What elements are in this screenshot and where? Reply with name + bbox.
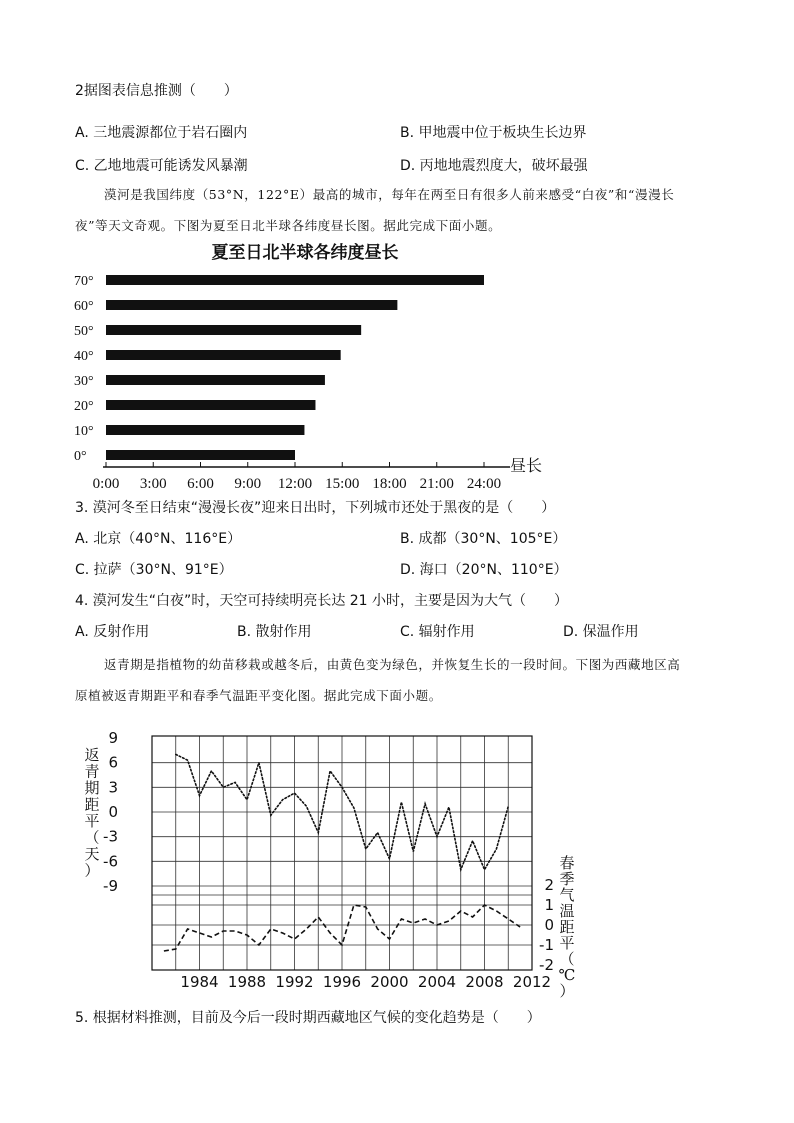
- bar-chart-category-label: 30°: [74, 374, 94, 389]
- daylength-bar: [106, 450, 295, 460]
- q2-option-a: A. 三地震源都位于岩石圈内: [75, 125, 248, 141]
- material2-line2: 原植被返青期距平和春季气温距平变化图。据此完成下面小题。: [75, 688, 442, 703]
- q4-option-b: B. 散射作用: [237, 624, 312, 640]
- line-chart-x-tick-label: 2004: [417, 973, 457, 991]
- right-axis-label: 春季气温距平（℃）: [558, 854, 576, 1000]
- bar-chart-category-label: 40°: [74, 349, 94, 364]
- daylength-bar: [106, 375, 325, 385]
- bar-chart-category-label: 50°: [74, 324, 94, 339]
- bar-chart-category-label: 60°: [74, 299, 94, 314]
- q3-option-b: B. 成都（30°N、105°E）: [400, 531, 567, 547]
- anomaly-line-chart: [80, 728, 590, 1000]
- left-axis-tick-label: -6: [103, 852, 118, 871]
- q4-option-a: A. 反射作用: [75, 624, 150, 640]
- bar-chart-tick-label: 12:00: [277, 476, 313, 492]
- bar-chart-tick-label: 18:00: [372, 476, 407, 492]
- left-axis-tick-label: -9: [103, 877, 118, 895]
- right-axis-tick-label: 2: [544, 876, 554, 894]
- left-axis-tick-label: 3: [108, 778, 118, 797]
- q4-stem: 4. 漠河发生“白夜”时，天空可持续明亮长达 21 小时，主要是因为大气（ ）: [75, 593, 569, 609]
- bar-chart-category-label: 10°: [74, 424, 94, 439]
- bar-chart-tick-label: 15:00: [325, 476, 360, 492]
- daylength-bar: [106, 300, 397, 310]
- material1-line1: 漠河是我国纬度（53°N，122°E）最高的城市，每年在两至日有很多人前来感受“白夜”和“漫漫长: [104, 187, 675, 202]
- daylength-bar: [106, 425, 304, 435]
- daylength-bar: [106, 350, 341, 360]
- left-axis-tick-label: 6: [108, 753, 118, 772]
- q3-option-a: A. 北京（40°N、116°E）: [75, 531, 242, 547]
- left-axis-tick-label: -3: [103, 827, 118, 846]
- bar-chart-category-label: 0°: [74, 449, 87, 464]
- line-chart-x-tick-label: 1984: [180, 973, 219, 991]
- bar-chart-tick-label: 21:00: [419, 476, 454, 492]
- q4-option-c: C. 辐射作用: [400, 624, 475, 640]
- left-axis-tick-label: 9: [108, 729, 118, 747]
- material2-line1: 返青期是指植物的幼苗移栽或越冬后，由黄色变为绿色，并恢复生长的一段时间。下图为西藏地区高: [104, 657, 681, 672]
- right-axis-tick-label: -1: [539, 936, 554, 954]
- q2-option-d: D. 丙地地震烈度大，破坏最强: [400, 158, 588, 174]
- left-axis-tick-label: 0: [108, 803, 118, 821]
- daylength-bar: [106, 275, 484, 285]
- line-chart-x-tick-label: 1992: [275, 973, 314, 991]
- q5-stem: 5. 根据材料推测，目前及今后一段时期西藏地区气候的变化趋势是（ ）: [75, 1010, 541, 1026]
- right-axis-tick-label: 0: [544, 916, 554, 934]
- right-axis-tick-label: -2: [539, 956, 554, 974]
- daylength-bar-chart: [70, 236, 560, 498]
- bar-chart-tick-label: 24:00: [466, 476, 502, 492]
- q2-option-b: B. 甲地震中位于板块生长边界: [400, 125, 587, 141]
- daylength-bar: [106, 325, 361, 335]
- line-chart-x-tick-label: 2008: [465, 973, 504, 991]
- q3-option-d: D. 海口（20°N、110°E）: [400, 562, 568, 578]
- bar-chart-category-label: 20°: [74, 399, 94, 414]
- line-chart-x-tick-label: 2012: [512, 973, 552, 991]
- line-chart-x-tick-label: 2000: [370, 973, 409, 991]
- bar-chart-category-label: 70°: [74, 274, 94, 289]
- bar-chart-x-label: 昼长: [510, 456, 543, 475]
- q3-stem: 3. 漠河冬至日结束“漫漫长夜”迎来日出时，下列城市还处于黑夜的是（ ）: [75, 500, 556, 516]
- bar-chart-tick-label: 9:00: [234, 476, 262, 492]
- material1-line2: 夜”等天文奇观。下图为夏至日北半球各纬度昼长图。据此完成下面小题。: [75, 218, 502, 233]
- line-chart-x-tick-label: 1996: [322, 973, 362, 991]
- q4-option-d: D. 保温作用: [563, 624, 639, 640]
- bar-chart-tick-label: 0:00: [92, 476, 120, 492]
- bar-chart-title: 夏至日北半球各纬度昼长: [211, 243, 399, 263]
- left-axis-label: 返青期距平（天）: [84, 746, 100, 880]
- bar-chart-tick-label: 3:00: [139, 476, 167, 492]
- daylength-bar: [106, 400, 315, 410]
- bar-chart-tick-label: 6:00: [187, 476, 214, 492]
- q2-option-c: C. 乙地地震可能诱发风暴潮: [75, 158, 248, 174]
- q2-stem: 2据图表信息推测（ ）: [75, 83, 238, 99]
- line-chart-x-tick-label: 1988: [227, 973, 267, 991]
- q3-option-c: C. 拉萨（30°N、91°E）: [75, 562, 233, 578]
- right-axis-tick-label: 1: [544, 896, 554, 914]
